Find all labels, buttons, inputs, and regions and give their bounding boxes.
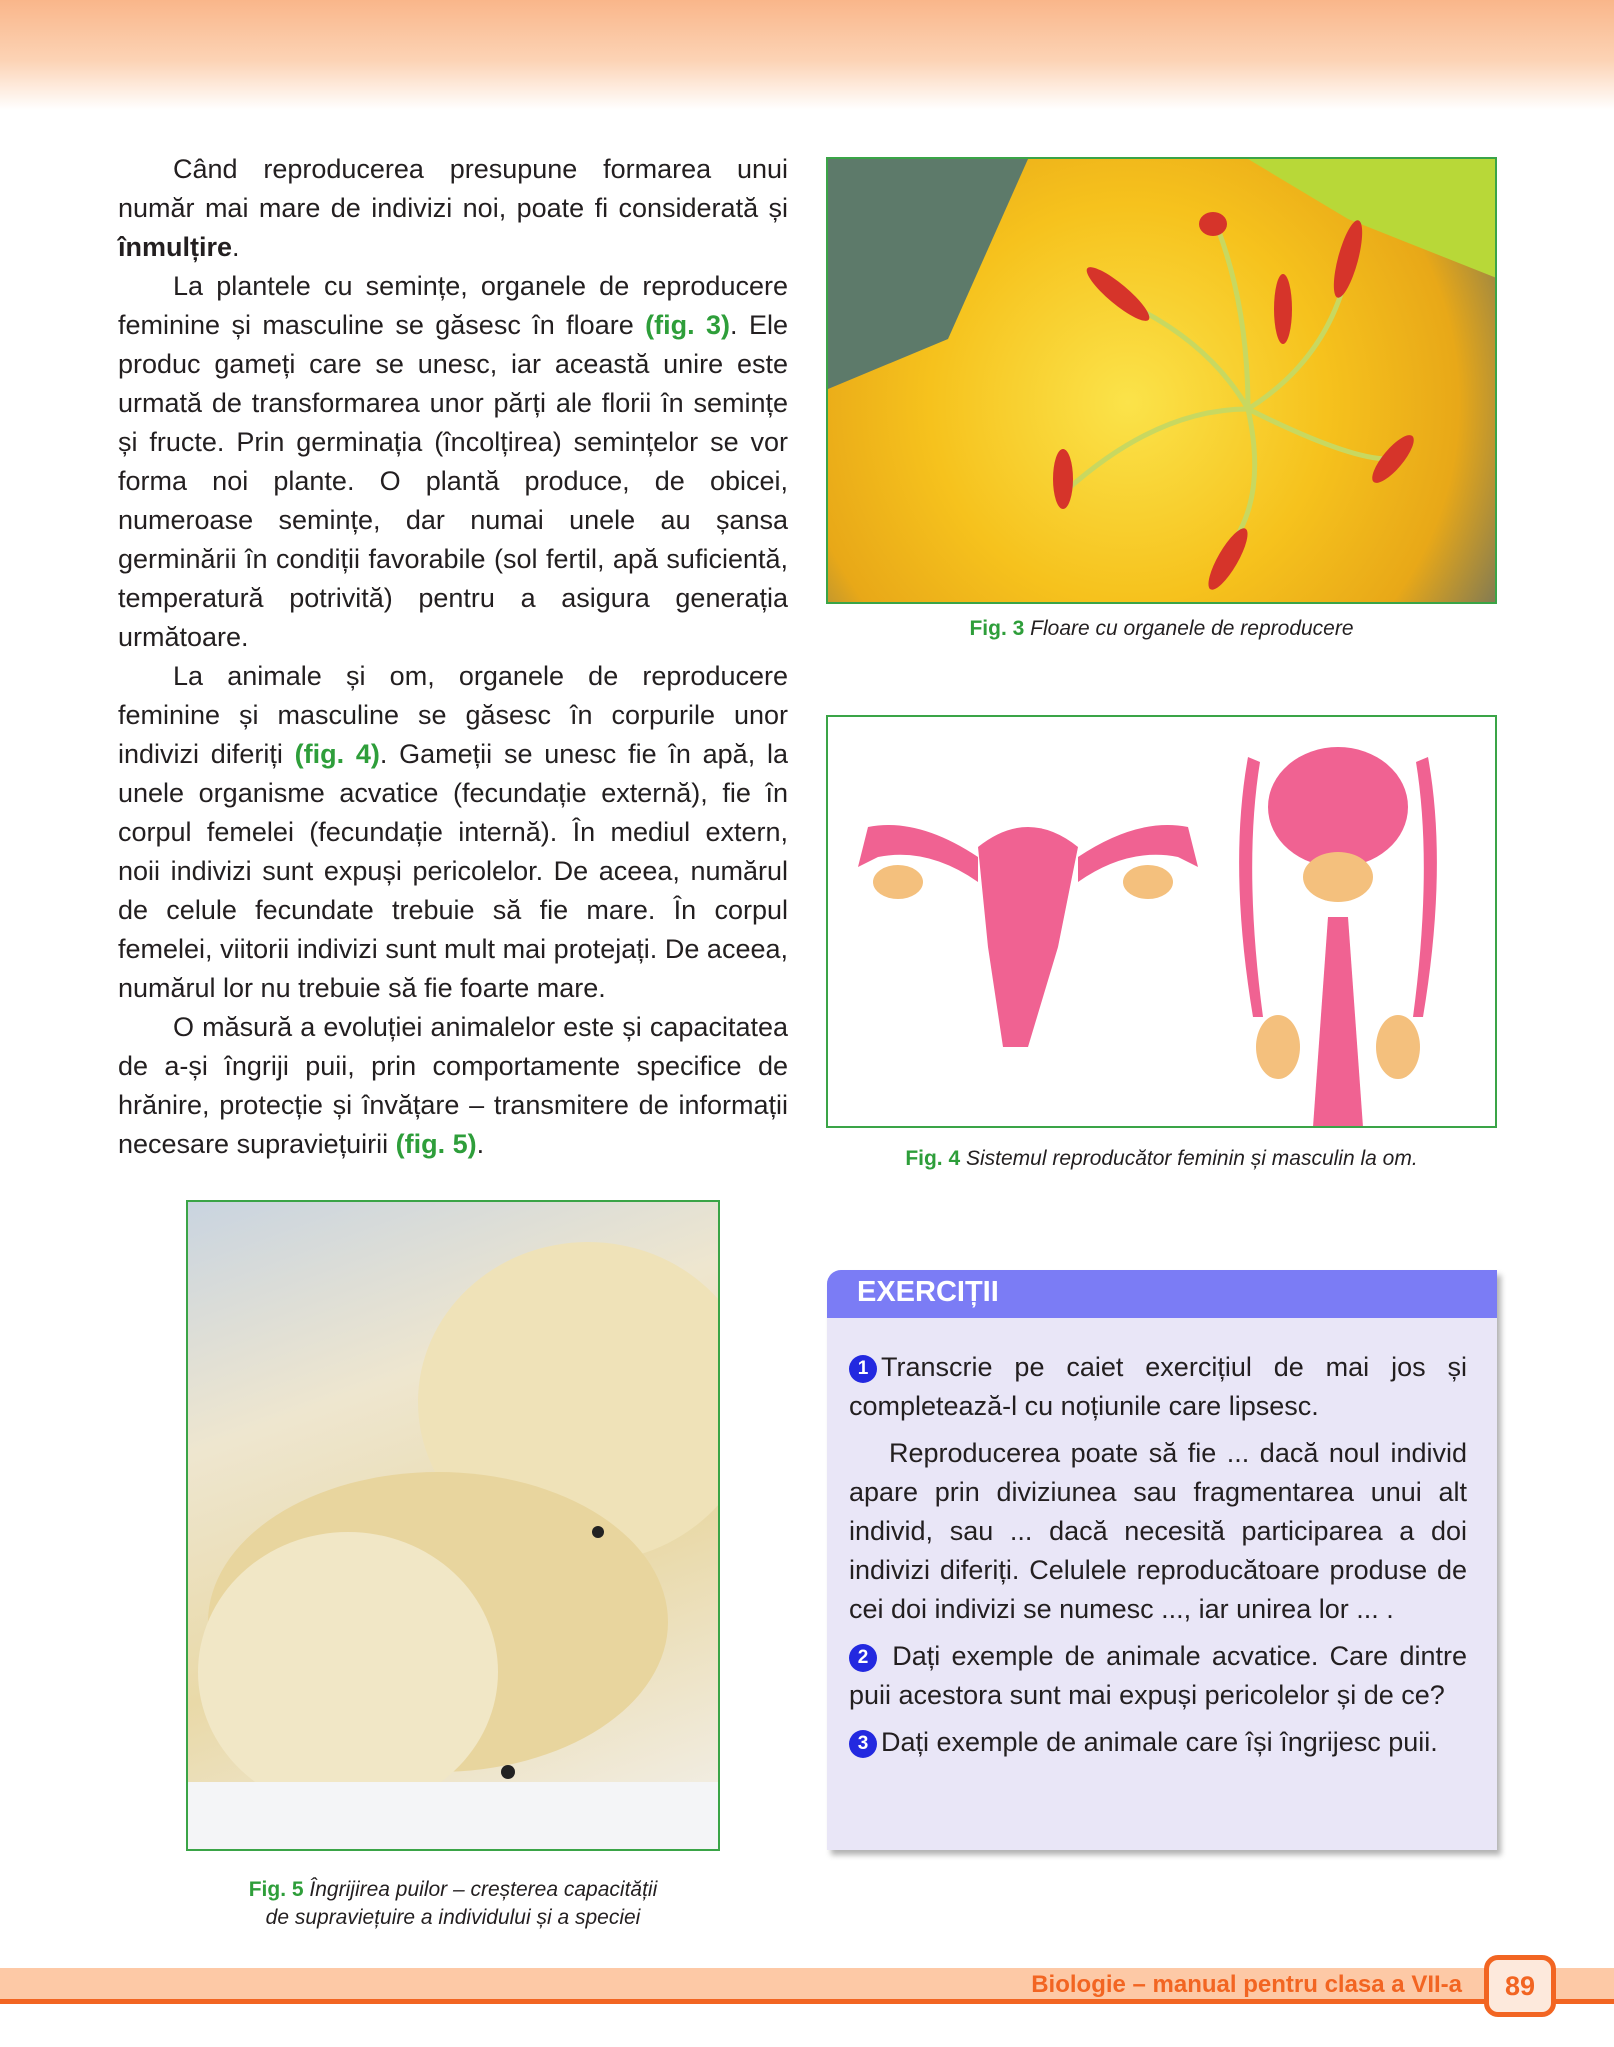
paragraph-2	[118, 267, 788, 657]
text: La plantele cu semințe, organele de reproducere feminine și masculine se găsesc în floare	[118, 271, 788, 340]
caption-text: de supraviețuire a individului și a speciei	[265, 1906, 641, 1929]
lily-flower-image	[826, 157, 1497, 604]
paragraph-4	[118, 1008, 788, 1164]
text: . Ele produc gameți care se unesc, iar această unire este urmată de transformarea unor părți ale florii în semințe și fructe. Prin germinația (încolțirea) semințelor se vor forma noi plante. O plantă produce, de obicei, numeroase semințe, dar numai unele au șansa germinării în condiții favorabile (sol fertil, apă suficientă, temperatură potrivită) pentru a asigura generația următoare.	[118, 310, 788, 652]
exercises-box	[827, 1270, 1497, 1850]
keyword: înmulțire	[118, 232, 233, 262]
figure-ref: (fig. 3)	[645, 310, 731, 340]
figure-ref: (fig. 4)	[294, 739, 380, 769]
text: .	[476, 1129, 485, 1159]
exercises-title: EXERCIȚII	[827, 1270, 1497, 1318]
polar-bears-image	[186, 1200, 720, 1851]
page-number: 89	[1484, 1955, 1556, 2017]
fig4-caption	[826, 1145, 1497, 1173]
flower-illustration	[828, 159, 1497, 604]
exercise-text: Transcrie pe caiet exercițiul de mai jos și completează-l cu noțiunile care lipsesc.	[849, 1352, 1467, 1421]
paragraph-3	[118, 657, 788, 1008]
number-badge: 2	[849, 1644, 877, 1672]
text: .	[232, 232, 240, 262]
number-badge: 1	[849, 1355, 877, 1383]
figure-label: Fig. 5	[248, 1878, 304, 1901]
main-text	[118, 150, 788, 1164]
exercise-text: Dați exemple de animale acvatice. Care dintre puii acestora sunt mai expuși pericolelor și de ce?	[849, 1641, 1467, 1710]
caption-text: Sistemul reproducător feminin și masculin la om.	[966, 1147, 1418, 1170]
figure-label: Fig. 3	[969, 617, 1025, 640]
number-badge: 3	[849, 1730, 877, 1758]
text: La animale și om, organele de reproducere feminine și masculine se găsesc în corpurile unor indivizi diferiți	[118, 661, 788, 769]
figure-ref: (fig. 5)	[395, 1129, 477, 1159]
caption-text: Îngrijirea puilor – creșterea capacității	[309, 1878, 658, 1901]
reproductive-illustration	[828, 717, 1497, 1128]
reproductive-system-image	[826, 715, 1497, 1128]
header-band	[0, 0, 1614, 110]
text: . Gameții se unesc fie în apă, la unele organisme acvatice (fecundație externă), fie în corpul femelei (fecundație internă). În mediul extern, noii indivizi sunt expuși pericolelor. De aceea, numărul de celule fecundate trebuie să fie mare. În corpul femelei, viitorii indivizi sunt mult mai protejați. De aceea, numărul lor nu trebuie să fie foarte mare.	[118, 739, 788, 1003]
text: Când reproducerea presupune formarea unui număr mai mare de indivizi noi, poate fi considerată și	[118, 154, 788, 223]
exercise-text: Dați exemple de animale care își îngrijesc puii.	[881, 1727, 1438, 1757]
figure-label: Fig. 4	[905, 1147, 961, 1170]
exercise-3	[849, 1723, 1467, 1762]
exercise-1-body: Reproducerea poate să fie ... dacă noul individ apare prin diviziunea sau fragmentarea unui alt individ, sau ... dacă necesită participarea a doi indivizi diferiți. Celulele reproducătoare produse de cei doi indivizi se numesc ..., iar unirea lor ... .	[849, 1438, 1467, 1624]
text: O măsură a evoluției animalelor este și capacitatea de a-și îngriji puii, prin comportamente specifice de hrănire, protecție și învățare – transmitere de informații necesare supraviețuirii	[118, 1012, 788, 1159]
book-title: Biologie – manual pentru clasa a VII-a	[1031, 1971, 1462, 1998]
paragraph-1	[118, 150, 788, 267]
exercise-2	[849, 1637, 1467, 1715]
fig3-caption	[826, 615, 1497, 643]
caption-text: Floare cu organele de reproducere	[1030, 617, 1354, 640]
bears-illustration	[188, 1202, 720, 1851]
exercise-1	[849, 1348, 1467, 1426]
fig5-caption	[186, 1876, 720, 1932]
